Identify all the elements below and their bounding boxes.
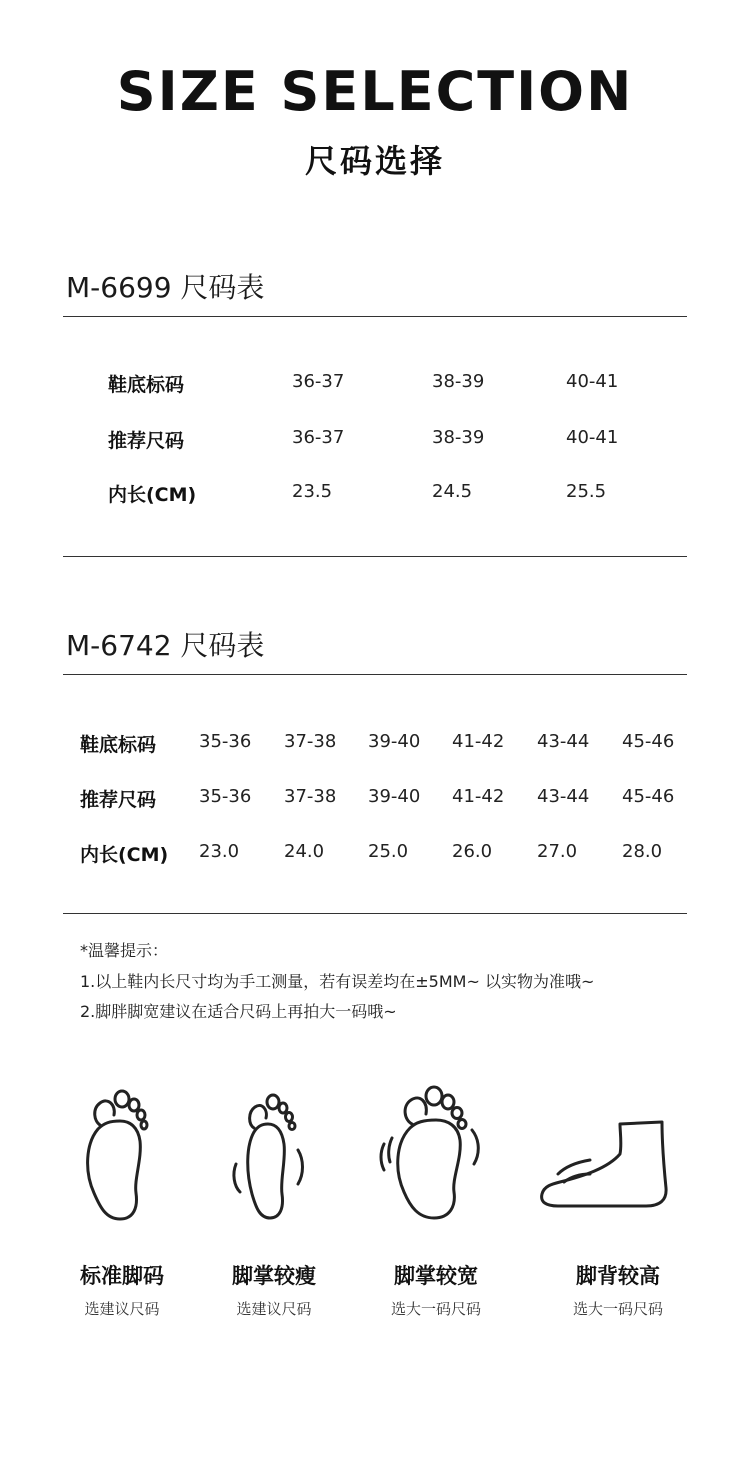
foot-type-advice: 选大一码尺码 (572, 1300, 663, 1318)
page-title: SIZE SELECTION (116, 60, 634, 123)
table2-cell: 37-38 (284, 731, 337, 752)
table2-row-label: 推荐尺码 (80, 789, 157, 811)
tips-heading: *温馨提示： (80, 941, 169, 960)
foot-type-advice: 选建议尺码 (236, 1300, 312, 1318)
table2-cell: 23.0 (199, 841, 240, 862)
page-subtitle: 尺码选择 (304, 142, 445, 180)
table2-cell: 43-44 (537, 786, 590, 807)
table2-row-label: 鞋底标码 (80, 734, 157, 756)
table2-cell: 43-44 (537, 731, 590, 752)
table2-cell: 39-40 (368, 731, 421, 752)
foot-type-title: 脚掌较宽 (394, 1264, 478, 1288)
table2-cell: 45-46 (622, 731, 675, 752)
table2-cell: 28.0 (622, 841, 663, 862)
table1-row-label: 内长(CM) (108, 484, 197, 506)
table2-cell: 37-38 (284, 786, 337, 807)
table2-cell: 41-42 (452, 786, 505, 807)
table2-cell: 25.0 (368, 841, 409, 862)
foot-type-title: 标准脚码 (80, 1264, 164, 1288)
table2-cell: 39-40 (368, 786, 421, 807)
table1-cell: 25.5 (566, 481, 607, 502)
table2-cell: 35-36 (199, 786, 252, 807)
table1-cell: 36-37 (292, 371, 345, 392)
high-instep-icon (538, 1118, 670, 1212)
table1-title: M-6699 尺码表 (66, 271, 265, 304)
table1-cell: 38-39 (432, 371, 485, 392)
table1-row-label: 推荐尺码 (108, 430, 185, 452)
table2-row-label: 内长(CM) (80, 844, 169, 866)
table1-cell: 23.5 (292, 481, 333, 502)
foot-type-title: 脚掌较瘦 (232, 1264, 316, 1288)
table2-cell: 35-36 (199, 731, 252, 752)
foot-type-advice: 选建议尺码 (84, 1300, 160, 1318)
table2-cell: 24.0 (284, 841, 325, 862)
standard-foot-icon (76, 1085, 156, 1225)
table1-cell: 24.5 (432, 481, 473, 502)
table1-cell: 36-37 (292, 427, 345, 448)
table1-cell: 38-39 (432, 427, 485, 448)
table2-cell: 45-46 (622, 786, 675, 807)
table1-cell: 40-41 (566, 371, 619, 392)
tips-line-1: 1.以上鞋内长尺寸均为手工测量，若有误差均在±5MM~ 以实物为准哦~ (80, 972, 595, 991)
table2-title: M-6742 尺码表 (66, 629, 265, 662)
table2-cell: 26.0 (452, 841, 493, 862)
foot-type-title: 脚背较高 (576, 1264, 660, 1288)
table1-bottom-divider (63, 556, 687, 557)
slim-foot-icon (228, 1088, 308, 1228)
table2-top-divider (63, 674, 687, 675)
table2-bottom-divider (63, 913, 687, 914)
foot-type-advice: 选大一码尺码 (390, 1300, 481, 1318)
table2-cell: 27.0 (537, 841, 578, 862)
table1-row-label: 鞋底标码 (108, 374, 185, 396)
table1-top-divider (63, 316, 687, 317)
wide-foot-icon (376, 1082, 486, 1222)
table1-cell: 40-41 (566, 427, 619, 448)
tips-line-2: 2.脚胖脚宽建议在适合尺码上再拍大一码哦~ (80, 1002, 397, 1021)
table2-cell: 41-42 (452, 731, 505, 752)
